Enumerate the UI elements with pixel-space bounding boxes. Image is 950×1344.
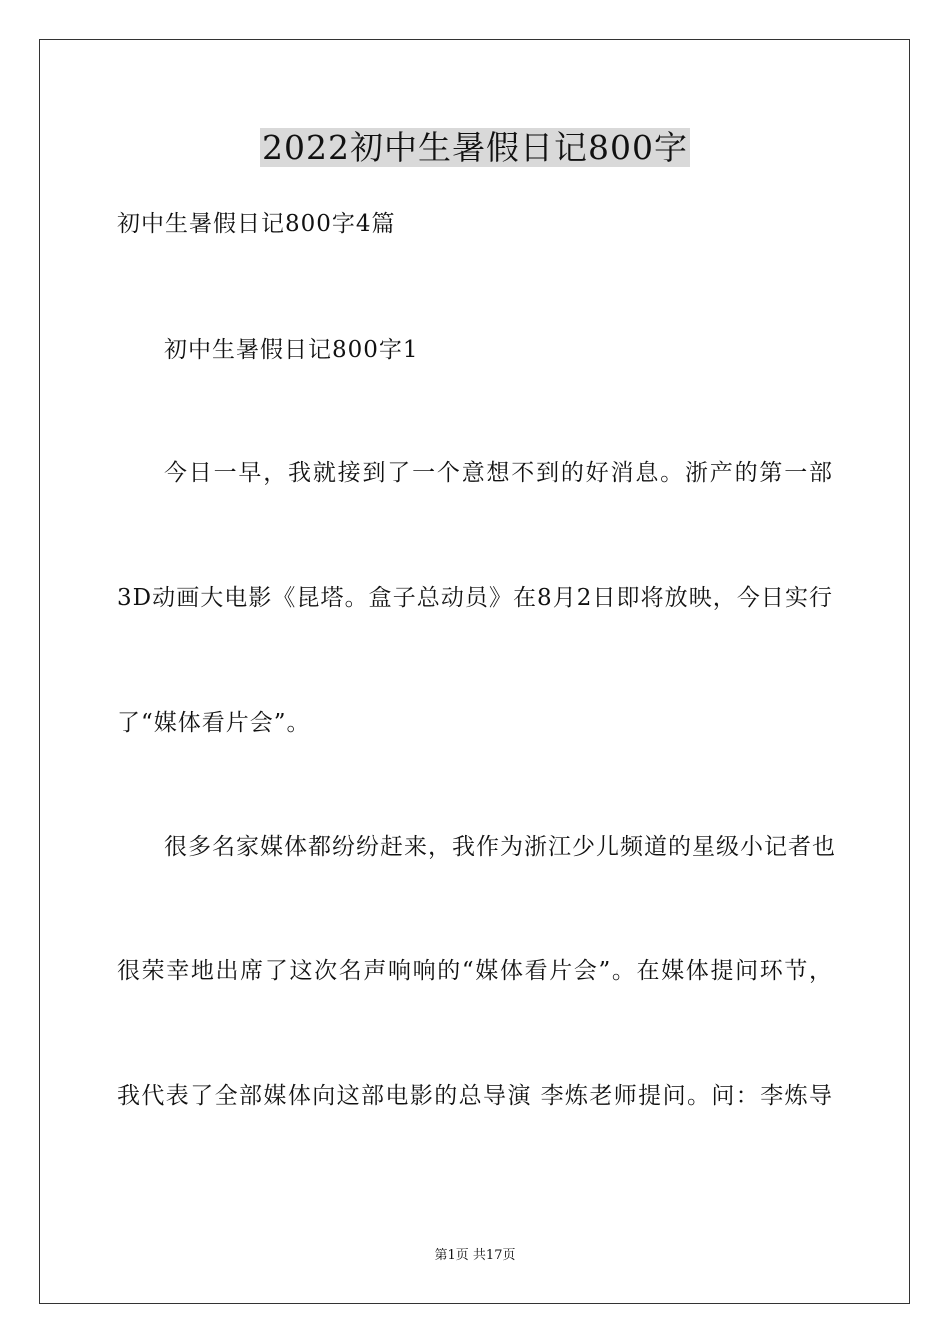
document-title <box>0 126 950 170</box>
paragraph-line-6: 我代表了全部媒体向这部电影的总导演 李炼老师提问。问：李炼导 <box>117 1083 833 1109</box>
section-heading: 初中生暑假日记800字1 <box>164 337 419 363</box>
paragraph-line-3: 了“媒体看片会”。 <box>117 710 311 736</box>
document-subtitle: 初中生暑假日记800字4篇 <box>117 211 396 237</box>
paragraph-line-5: 很荣幸地出席了这次名声响响的“媒体看片会”。在媒体提问环节， <box>117 958 833 984</box>
paragraph-line-4: 很多名家媒体都纷纷赶来，我作为浙江少儿频道的星级小记者也 <box>164 834 836 860</box>
paragraph-line-2: 3D动画大电影《昆塔。盒子总动员》在8月2日即将放映，今日实行 <box>117 585 833 611</box>
document-title-text: 2022初中生暑假日记800字 <box>262 128 688 167</box>
paragraph-line-1: 今日一早，我就接到了一个意想不到的好消息。浙产的第一部 <box>164 460 833 486</box>
page-footer: 第1页 共17页 <box>434 1248 516 1263</box>
